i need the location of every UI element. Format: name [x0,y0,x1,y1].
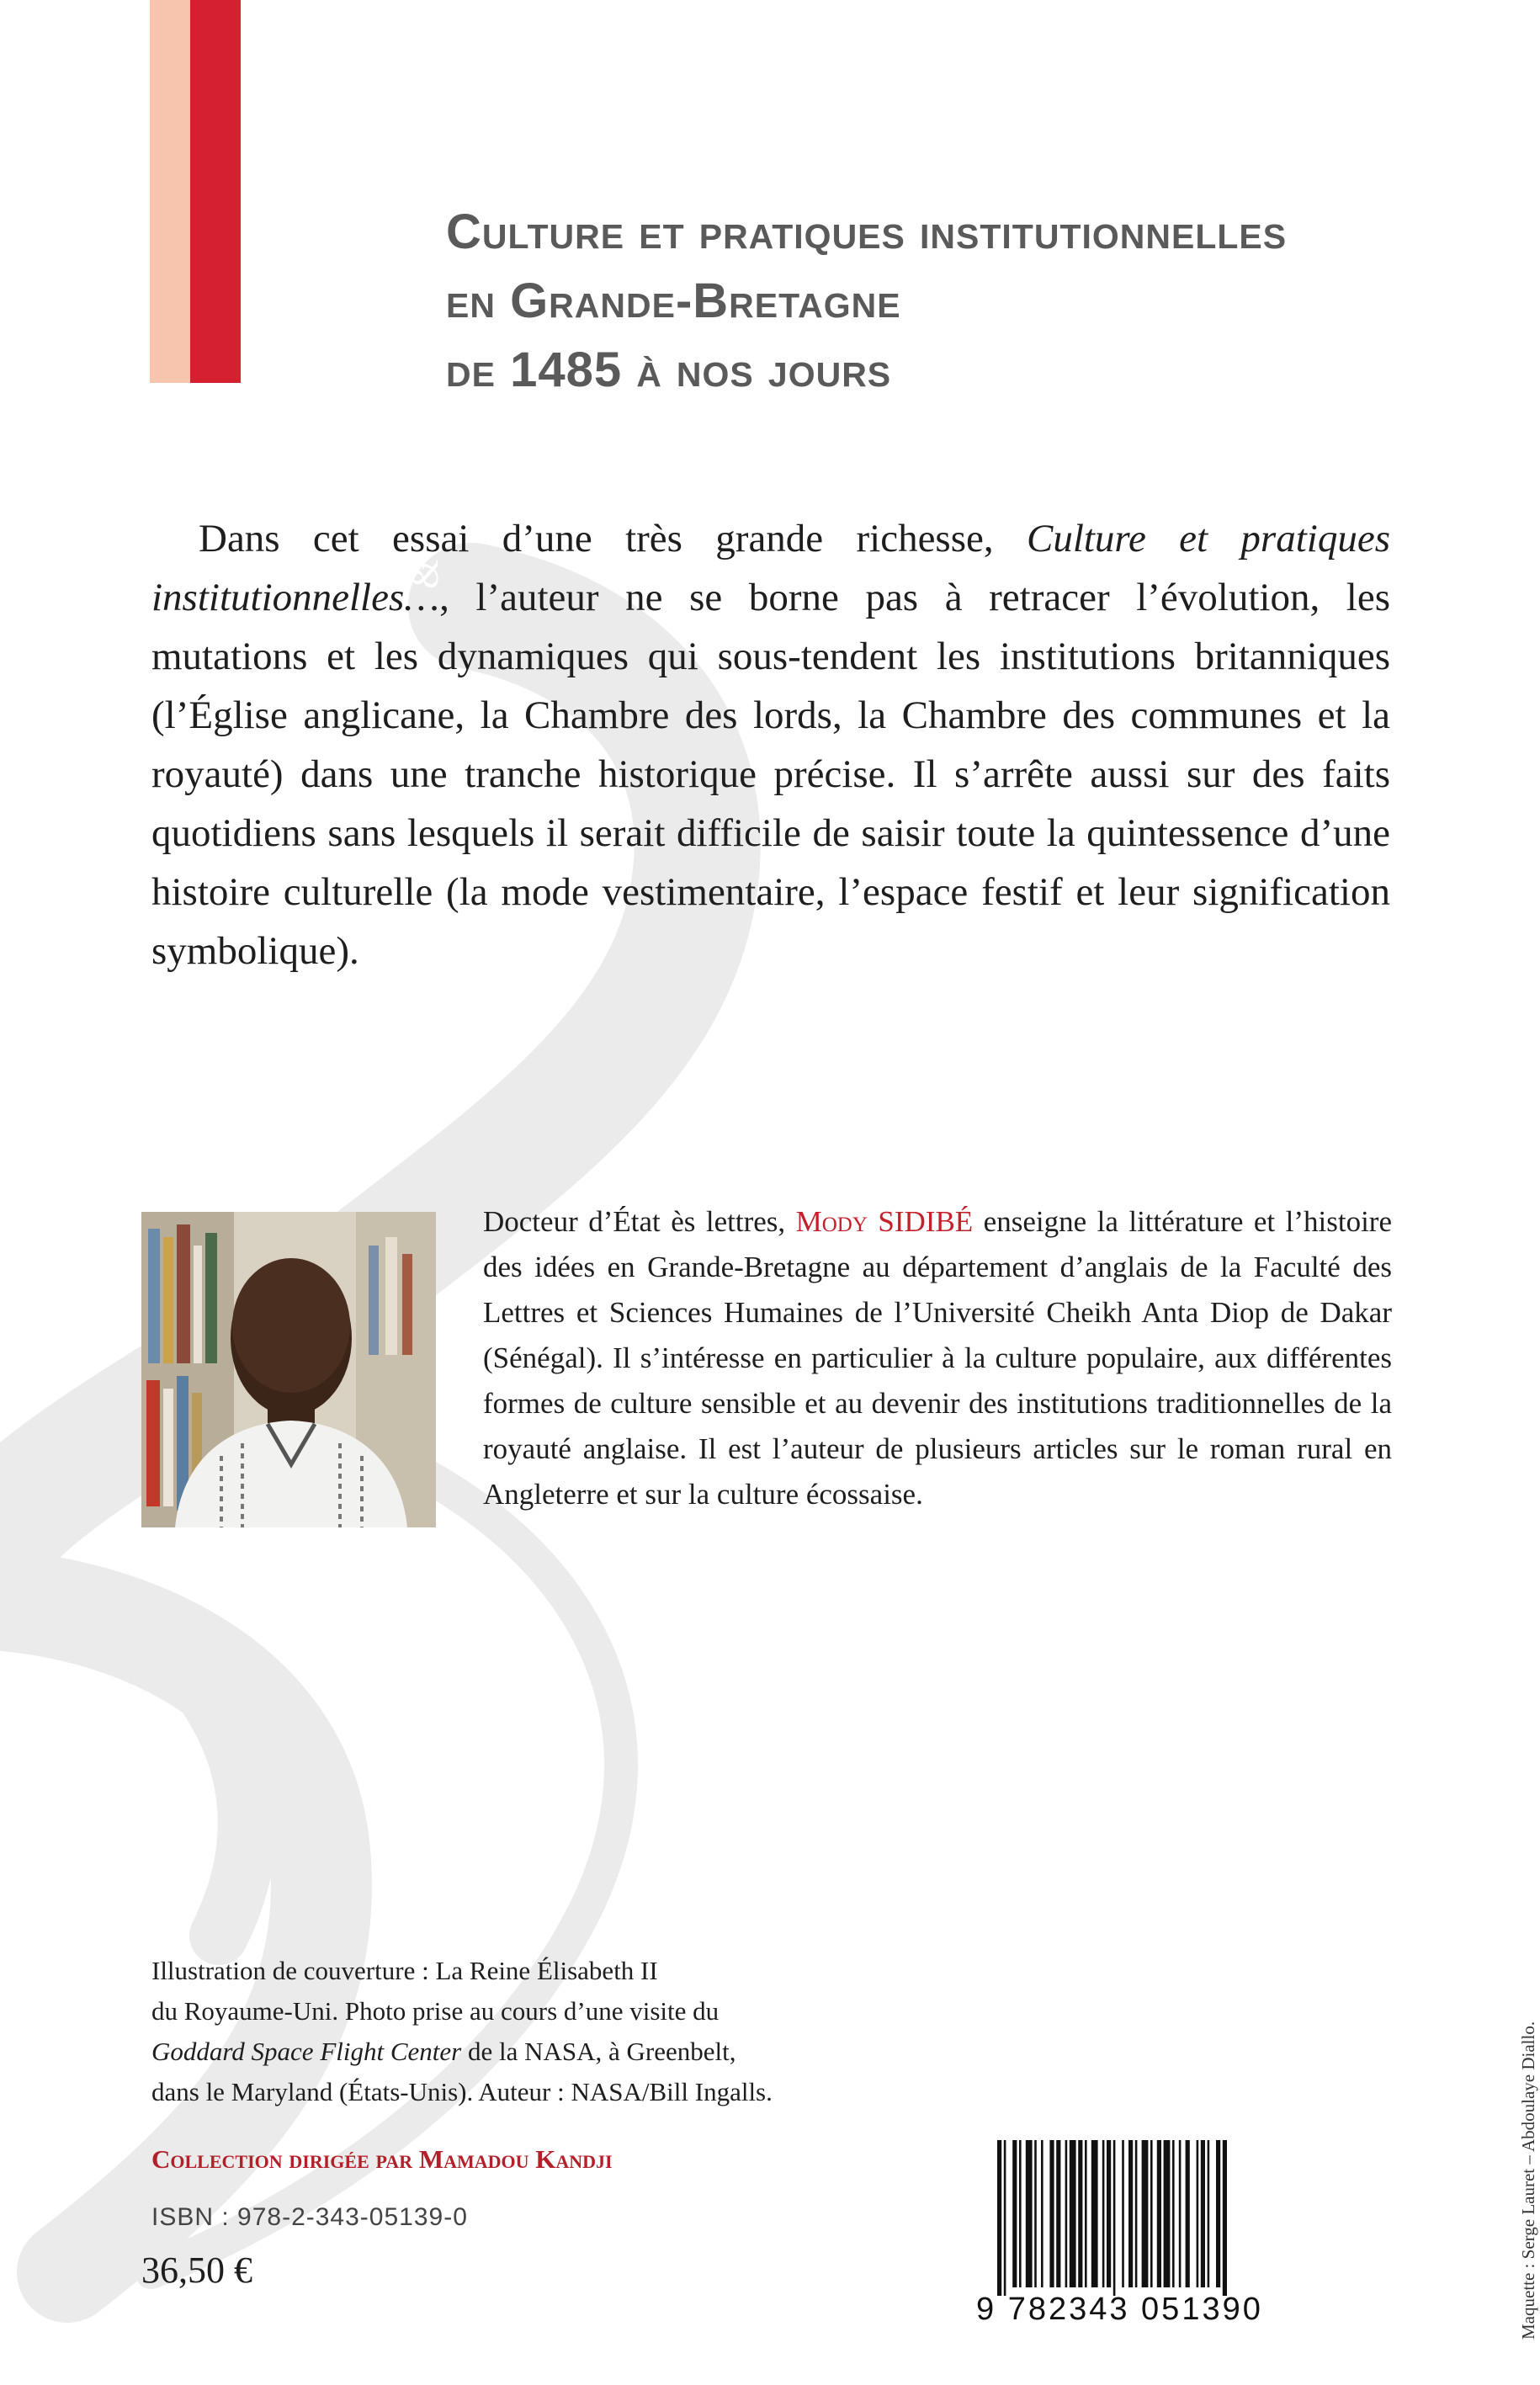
summary-italic-title: Culture et pratiques institutionnelles… [151,517,1390,619]
series-label [150,0,446,589]
credits-line-2: du Royaume-Uni. Photo prise au cours d’une visite du [151,1996,720,2026]
author-bio [483,1199,1392,1517]
isbn: ISBN : 978-2-343-05139-0 [151,2203,468,2231]
barcode-bars-icon [997,2140,1317,2296]
credits-line-1: Illustration de couverture : La Reine Élisabeth II [151,1956,658,1985]
title-line-1: Culture et pratiques institutionnelles [446,205,1288,259]
barcode-bar [1122,2140,1124,2287]
maquette-credit: Maquette : Serge Lauret – Abdoulaye Diallo. [1518,2021,1538,2340]
barcode [968,2125,1346,2335]
barcode-bar [1091,2140,1098,2287]
credits-line-3 [151,2032,909,2072]
bio-paragraph [483,1199,1392,1517]
barcode-bar [1019,2140,1022,2287]
author-name: Mody SIDIBÉ [795,1205,974,1238]
author-photo [141,1212,436,1527]
title-line-3: de 1485 à nos jours [446,343,892,397]
barcode-bar [1157,2140,1161,2287]
bio-before: Docteur d’État ès lettres, [483,1205,796,1238]
barcode-bar [1085,2140,1087,2287]
series-light: & Civilisations [403,349,446,589]
barcode-bar [1135,2140,1138,2287]
barcode-bar [1172,2140,1175,2287]
barcode-bar [1216,2140,1220,2287]
barcode-digits: 9 782343 051390 [976,2292,1263,2327]
series-strong: Littératures [348,372,391,589]
barcode-bar [1201,2140,1205,2287]
barcode-bar [1179,2140,1182,2287]
barcode-bar [1049,2140,1054,2287]
book-title [446,198,1473,405]
barcode-bar [1102,2140,1105,2287]
credits-italic: Goddard Space Flight Center [151,2037,462,2066]
bio-after: enseigne la littérature et l’histoire des idées en Grande-Bretagne au département d’anglais de la Faculté des Lettres et Sciences Humaines de l’Université Cheikh Anta Diop de Dakar (Sénégal). Il s’intéresse en particulier à la culture populaire, aux différentes formes de culture sensible et au devenir des institutions traditionnelles de la royauté anglaise. Il est l’auteur de plusieurs articles sur le roman rural en Angleterre et sur la culture écossaise. [483,1205,1392,1511]
credits-line-3-rest: de la NASA, à Greenbelt, [461,2037,736,2066]
credits-line-4: dans le Maryland (États-Unis). Auteur : NASA/Bill Ingalls. [151,2077,773,2106]
barcode-bar [1142,2140,1149,2287]
barcode-bar [1197,2140,1199,2287]
barcode-bar [1113,2140,1116,2296]
barcode-bar [997,2140,1001,2296]
barcode-bar [1164,2140,1171,2287]
author-photo-image [141,1212,436,1527]
collection-director: Collection dirigée par Mamadou Kandji [151,2144,613,2174]
barcode-bar [1041,2140,1043,2287]
barcode-bar [1208,2140,1210,2287]
cover-credits [151,1951,909,2112]
barcode-bar [1056,2140,1060,2287]
barcode-bar [1223,2140,1227,2296]
book-summary [151,509,1390,980]
barcode-bar [1070,2140,1076,2287]
barcode-bar [1078,2140,1082,2287]
summary-intro: Dans cet essai d’une très grande richesse, [199,517,1027,560]
summary-paragraph [151,509,1390,980]
title-line-2: en Grande-Bretagne [446,274,901,328]
summary-rest: , l’auteur ne se borne pas à retracer l’évolution, les mutations et les dynamiques qui sous-tendent les institutions britanniques (l’Église anglicane, la Chambre des lords, la Chambre des communes et la royauté) dans une tranche historique précise. Il s’arrête aussi sur des faits quotidiens sans lesquels il serait difficile de saisir toute la quintessence d’une histoire culturelle (la mode vestimentaire, l’espace festif et leur signification symbolique). [151,576,1390,973]
barcode-bar [1012,2140,1017,2287]
barcode-bar [1004,2140,1006,2296]
barcode-bar [1026,2140,1033,2287]
barcode-bar [1065,2140,1068,2287]
price: 36,50 € [141,2250,252,2291]
barcode-bar [1150,2140,1153,2287]
barcode-bar [1128,2140,1133,2287]
barcode-bar [1034,2140,1037,2287]
barcode-bar [1107,2140,1111,2287]
barcode-bar [1186,2140,1190,2287]
